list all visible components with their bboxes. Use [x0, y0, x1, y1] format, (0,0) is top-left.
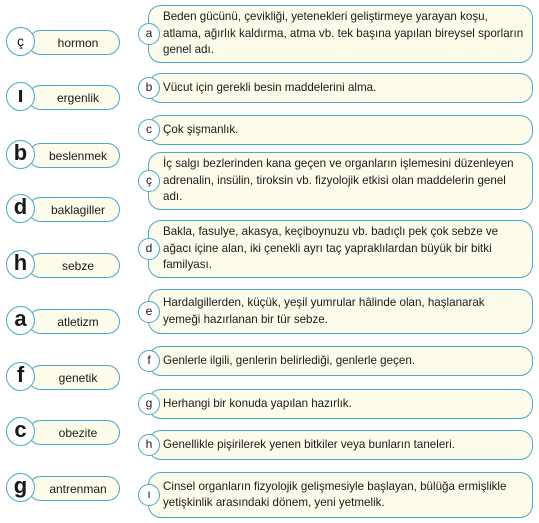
definition-text: Bakla, fasulye, akasya, keçiboynuzu vb. badıçlı pek çok sebze ve ağacı içine alan, iki çenekli ayrı taç yapraklılardan büyük bir bitki familyası. [163, 225, 499, 272]
definition-text: Cinsel organların fizyolojik gelişmesiyle başlayan, bülüğa ermişlikle yetişkinlik arasındaki dönem, yeni yetmelik. [163, 479, 507, 509]
definition-key: e [138, 301, 160, 323]
term-baklagiller [6, 194, 120, 222]
term-genetik [6, 362, 120, 390]
definition-key: f [138, 350, 160, 372]
answer-circle[interactable]: ç [6, 27, 35, 56]
definition-c [138, 115, 533, 145]
definition-text-box [148, 289, 533, 334]
definition-g [138, 389, 533, 419]
definition-h [138, 430, 533, 460]
definition-b [138, 73, 533, 103]
answer-letter[interactable]: a [6, 306, 35, 335]
term-atletizm [6, 306, 120, 334]
definition-key: b [138, 77, 160, 99]
definition-text: İç salgı bezlerinden kana geçen ve organların işlemesini düzenleyen adrenalin, insülin, tiroksin vb. fizyolojik etkisi olan maddelerin genel adı. [163, 157, 514, 204]
term-beslenmek [6, 140, 120, 168]
term-sebze [6, 250, 120, 278]
definition-e [138, 289, 533, 334]
definition-text-box [148, 115, 533, 145]
answer-letter[interactable]: g [6, 473, 35, 502]
definition-d [138, 220, 533, 278]
answer-letter[interactable]: c [6, 417, 35, 446]
definition-a [138, 5, 533, 63]
term-label: beslenmek [28, 143, 120, 168]
term-antrenman [6, 473, 120, 501]
term-label: baklagiller [28, 197, 120, 222]
definition-c-cedilla [138, 152, 533, 210]
term-label: hormon [28, 30, 120, 55]
definition-f [138, 346, 533, 376]
term-label: antrenman [28, 476, 120, 501]
term-obezite [6, 417, 120, 445]
definition-key: ı [138, 484, 160, 506]
definition-text-box [148, 152, 533, 210]
term-label: ergenlik [28, 85, 120, 110]
answer-letter[interactable]: f [6, 362, 35, 391]
definition-text: Vücut için gerekli besin maddelerini alma. [163, 80, 377, 94]
term-label: obezite [28, 420, 120, 445]
term-ergenlik [6, 82, 120, 110]
answer-letter[interactable]: ı [6, 82, 35, 111]
definition-key: g [138, 393, 160, 415]
definition-key: c [138, 119, 160, 141]
definition-text-box [148, 389, 533, 419]
term-label: sebze [28, 253, 120, 278]
definition-text-box [148, 73, 533, 103]
definition-text: Hardalgillerden, küçük, yeşil yumrular hâlinde olan, haşlanarak yemeği hazırlanan bir tür sebze. [163, 296, 485, 326]
definition-text: Beden gücünü, çevikliği, yetenekleri geliştirmeye yarayan koşu, atlama, ağırlık kaldırma, atma vb. tek başına yapılan bireysel sporların genel adı. [163, 10, 524, 57]
definition-text: Herhangi bir konuda yapılan hazırlık. [163, 396, 352, 410]
definition-text: Genlerle ilgili, genlerin belirlediği, genlerle geçen. [163, 353, 415, 367]
definition-text-box [148, 430, 533, 460]
definition-text-box [148, 346, 533, 376]
definition-key: a [138, 23, 160, 45]
answer-letter[interactable]: h [6, 250, 35, 279]
definition-i-dotless [138, 472, 533, 518]
term-label: genetik [28, 365, 120, 390]
definition-text-box [148, 220, 533, 278]
term-label: atletizm [28, 309, 120, 334]
definition-text-box [148, 5, 533, 63]
definition-text: Genellikle pişirilerek yenen bitkiler veya bunların taneleri. [163, 437, 455, 451]
definition-text: Çok şişmanlık. [163, 122, 239, 136]
answer-letter[interactable]: b [6, 140, 35, 169]
term-hormon [6, 30, 120, 55]
definition-key: d [138, 238, 160, 260]
definition-text-box [148, 472, 533, 518]
definition-key: ç [138, 170, 160, 192]
answer-letter[interactable]: d [6, 194, 35, 223]
definition-key: h [138, 434, 160, 456]
